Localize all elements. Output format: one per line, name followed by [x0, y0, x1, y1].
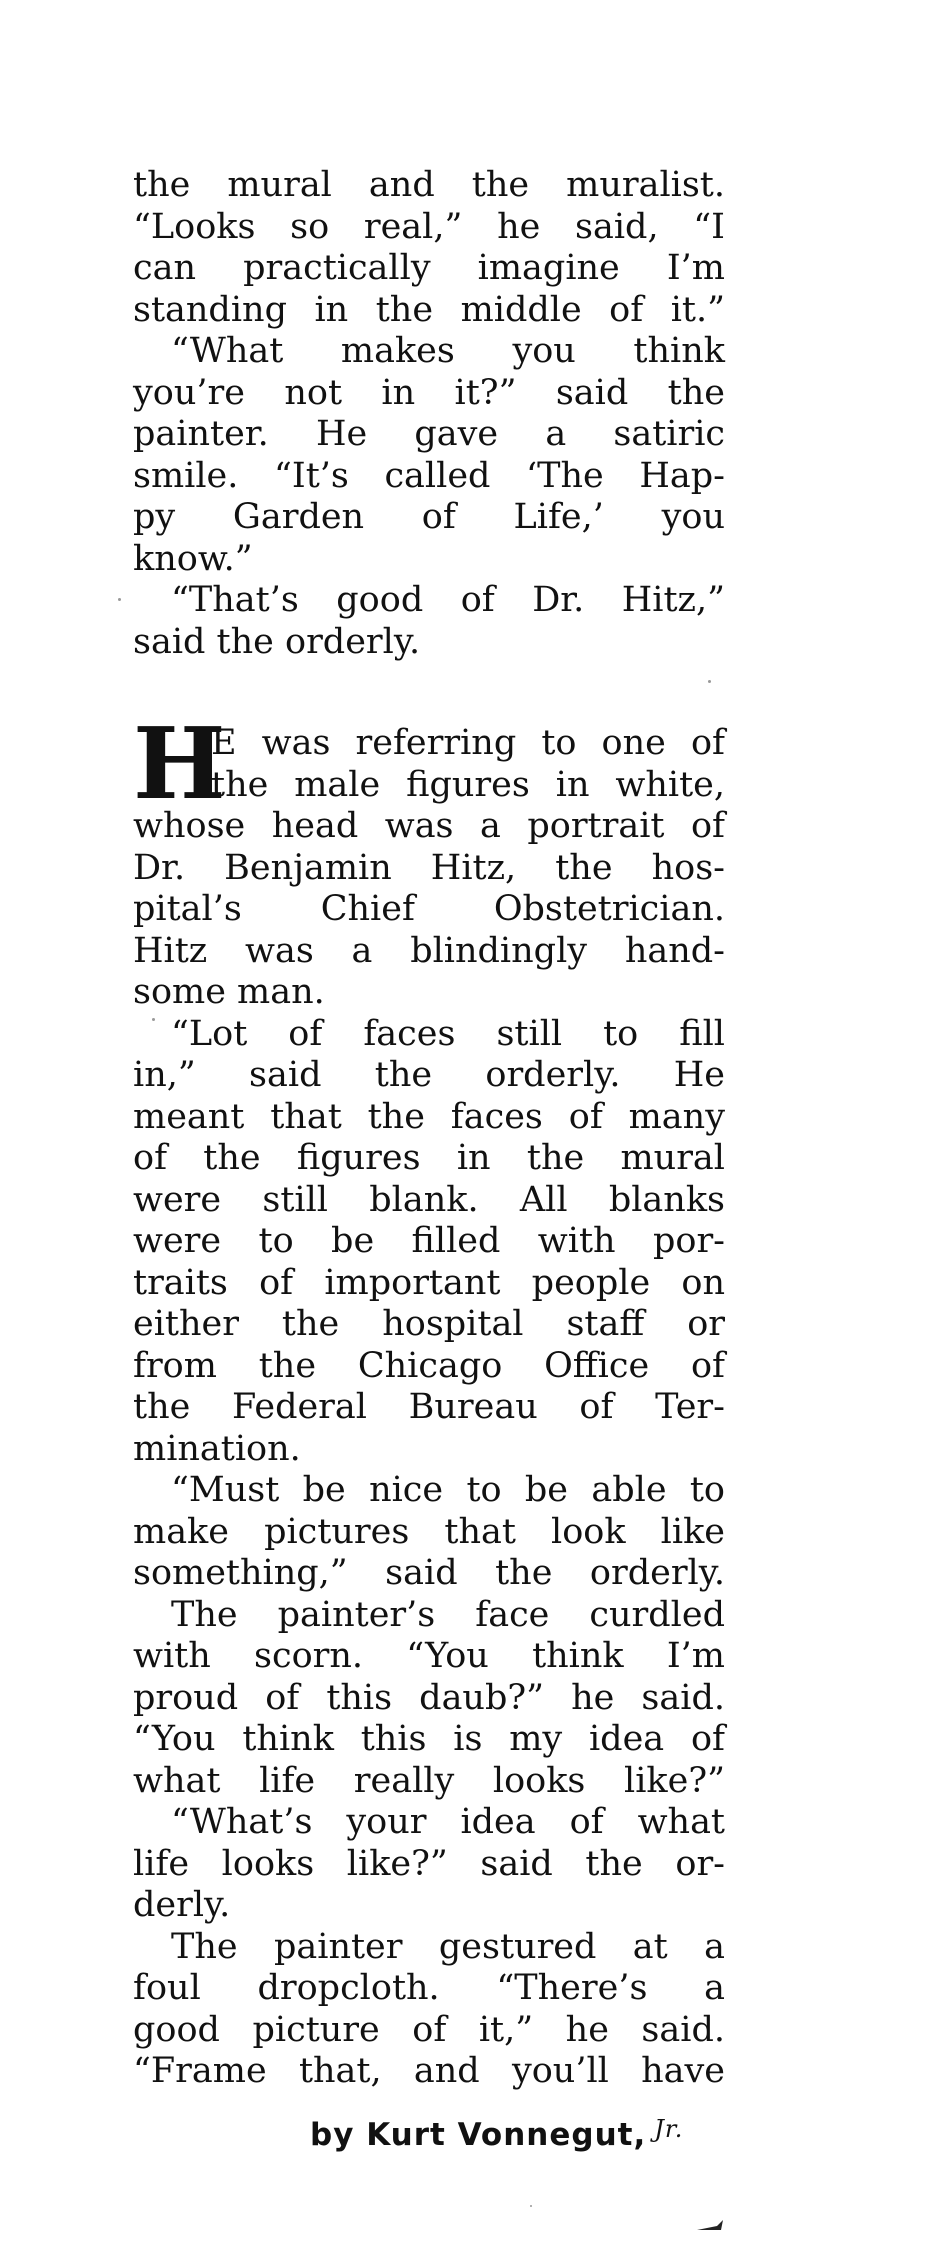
text-line: E was referring to one of [211, 723, 725, 763]
text-line: some man. [133, 972, 325, 1012]
text-line: the mural and the muralist. [133, 165, 725, 205]
text-line: painter. He gave a satiric [133, 414, 725, 454]
paragraph-6 [133, 1470, 725, 1595]
text-line: something,” said the orderly. [133, 1553, 725, 1593]
text-line: pital’s Chief Obstetrician. [133, 889, 725, 929]
text-line: “Looks so real,” he said, “I [133, 206, 725, 247]
text-line: said the orderly. [133, 621, 421, 662]
byline-suffix: Jr. [654, 2115, 684, 2143]
text-line: make pictures that look like [133, 1511, 725, 1552]
text-line: from the Chicago Office of [133, 1345, 725, 1386]
paragraph-4 [133, 707, 725, 1014]
text-line: life looks like?” said the or- [133, 1843, 725, 1884]
paper-speck [530, 2205, 532, 2207]
paragraph-7 [133, 1595, 725, 1803]
text-line: “You think this is my idea of [133, 1719, 725, 1759]
text-line: derly. [133, 1885, 231, 1925]
author-byline [310, 2115, 683, 2153]
text-line: good picture of it,” he said. [133, 2009, 725, 2050]
text-line: either the hospital staff or [133, 1304, 725, 1344]
text-line: “What makes you think [171, 331, 725, 371]
paper-speck [708, 680, 711, 683]
text-line: “Lot of faces still to fill [171, 1013, 725, 1054]
text-line: were still blank. All blanks [133, 1179, 725, 1220]
text-line: can practically imagine I’m [133, 248, 725, 288]
text-line: py Garden of Life,’ you [133, 497, 725, 537]
paragraph-9 [133, 1927, 725, 2093]
text-line: “Must be nice to be able to [171, 1470, 725, 1510]
text-line: The painter gestured at a [171, 1926, 725, 1967]
paragraph-8 [133, 1802, 725, 1927]
text-line: “Frame that, and you’ll have [133, 2051, 725, 2091]
text-line: smile. “It’s called ‘The Hap- [133, 455, 725, 496]
text-line: you’re not in it?” said the [133, 372, 725, 413]
text-line: Hitz was a blindingly hand- [133, 930, 725, 971]
text-line: in,” said the orderly. He [133, 1055, 725, 1095]
text-line: whose head was a portrait of [133, 806, 725, 846]
text-line: The painter’s face curdled [171, 1594, 725, 1635]
article-column [133, 165, 725, 2093]
paragraph-opening [133, 165, 725, 331]
text-line: proud of this daub?” he said. [133, 1677, 725, 1718]
text-line: traits of important people on [133, 1262, 725, 1303]
text-line: Dr. Benjamin Hitz, the hos- [133, 847, 725, 888]
text-line: meant that the faces of many [133, 1096, 725, 1137]
text-line: mination. [133, 1428, 301, 1469]
paragraph-2 [133, 331, 725, 580]
text-line: what life really looks like?” [133, 1760, 725, 1801]
text-line: the Federal Bureau of Ter- [133, 1387, 725, 1427]
paragraph-5 [133, 1014, 725, 1471]
text-line: know.” [133, 538, 253, 579]
text-line: “That’s good of Dr. Hitz,” [171, 580, 725, 620]
text-line: with scorn. “You think I’m [133, 1636, 725, 1676]
text-line: standing in the middle of it.” [133, 289, 725, 330]
text-line: “What’s your idea of what [171, 1802, 725, 1842]
paper-speck [118, 598, 121, 601]
drop-cap: H [133, 707, 226, 822]
corner-mark-icon [697, 2218, 725, 2232]
text-line: of the figures in the mural [133, 1138, 725, 1178]
text-line: the male figures in white, [211, 764, 725, 805]
text-line: were to be filled with por- [133, 1221, 725, 1261]
paper-speck [152, 1018, 155, 1021]
paragraph-3 [133, 580, 725, 663]
byline-text: by Kurt Vonnegut, [310, 2117, 647, 2153]
text-line: foul dropcloth. “There’s a [133, 1968, 725, 2008]
